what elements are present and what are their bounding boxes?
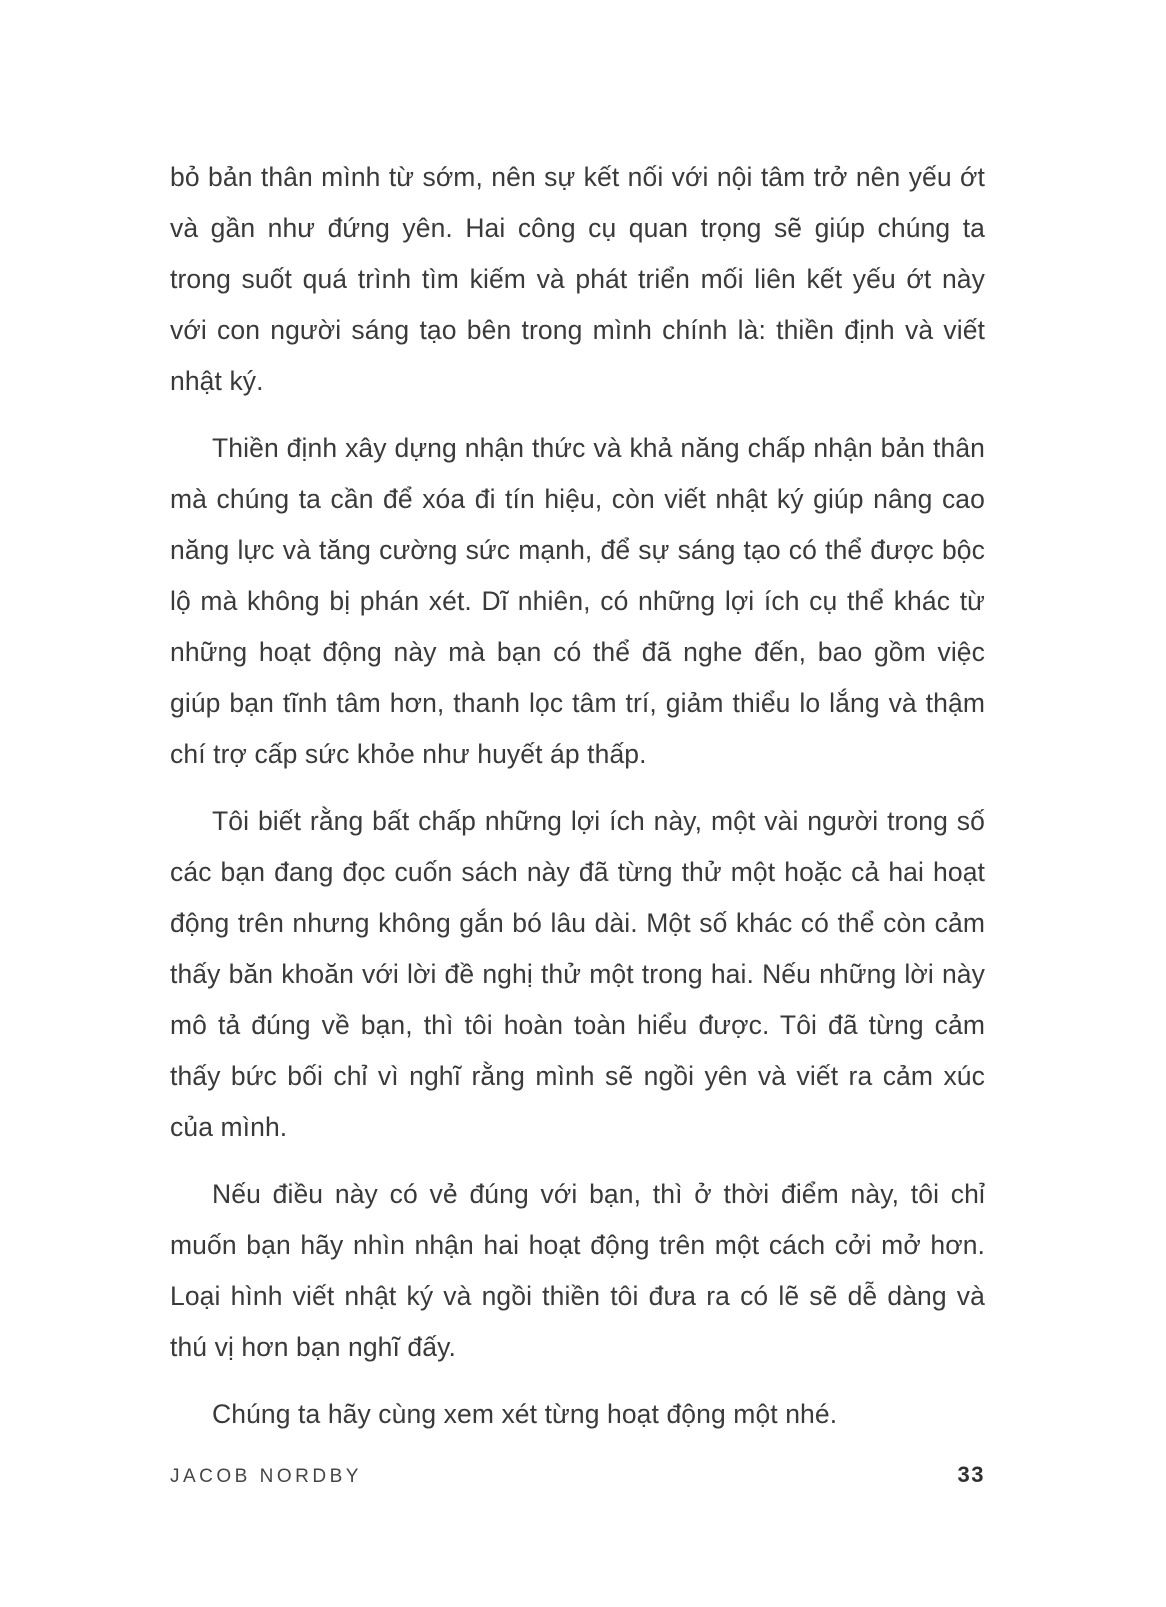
paragraph: Tôi biết rằng bất chấp những lợi ích này, một vài người trong số các bạn đang đọc cuốn sách này đã từng thử một hoặc cả hai hoạt động trên nhưng không gắn bó lâu dài. Một số khác có thể còn cảm thấy băn khoăn với lời đề nghị thử một trong hai. Nếu những lời này mô tả đúng về bạn, thì tôi hoàn toàn hiểu được. Tôi đã từng cảm thấy bức bối chỉ vì nghĩ rằng mình sẽ ngồi yên và viết ra cảm xúc của mình.: [170, 806, 985, 1142]
paragraph: Thiền định xây dựng nhận thức và khả năng chấp nhận bản thân mà chúng ta cần để xóa đi tín hiệu, còn viết nhật ký giúp nâng cao năng lực và tăng cường sức mạnh, để sự sáng tạo có thể được bộc lộ mà không bị phán xét. Dĩ nhiên, có những lợi ích cụ thể khác từ những hoạt động này mà bạn có thể đã nghe đến, bao gồm việc giúp bạn tĩnh tâm hơn, thanh lọc tâm trí, giảm thiểu lo lắng và thậm chí trợ cấp sức khỏe như huyết áp thấp.: [170, 433, 985, 769]
page-footer: [170, 1462, 985, 1488]
paragraph: bỏ bản thân mình từ sớm, nên sự kết nối với nội tâm trở nên yếu ớt và gần như đứng yên. Hai công cụ quan trọng sẽ giúp chúng ta trong suốt quá trình tìm kiếm và phát triển mối liên kết yếu ớt này với con người sáng tạo bên trong mình chính là: thiền định và viết nhật ký.: [170, 162, 985, 396]
paragraph: Chúng ta hãy cùng xem xét từng hoạt động một nhé.: [212, 1399, 838, 1429]
page-number: 33: [957, 1462, 985, 1487]
footer-author: JACOB NORDBY: [170, 1466, 362, 1487]
page-body: [170, 152, 985, 1456]
paragraph: Nếu điều này có vẻ đúng với bạn, thì ở thời điểm này, tôi chỉ muốn bạn hãy nhìn nhận hai hoạt động trên một cách cởi mở hơn. Loại hình viết nhật ký và ngồi thiền tôi đưa ra có lẽ sẽ dễ dàng và thú vị hơn bạn nghĩ đấy.: [170, 1179, 985, 1362]
